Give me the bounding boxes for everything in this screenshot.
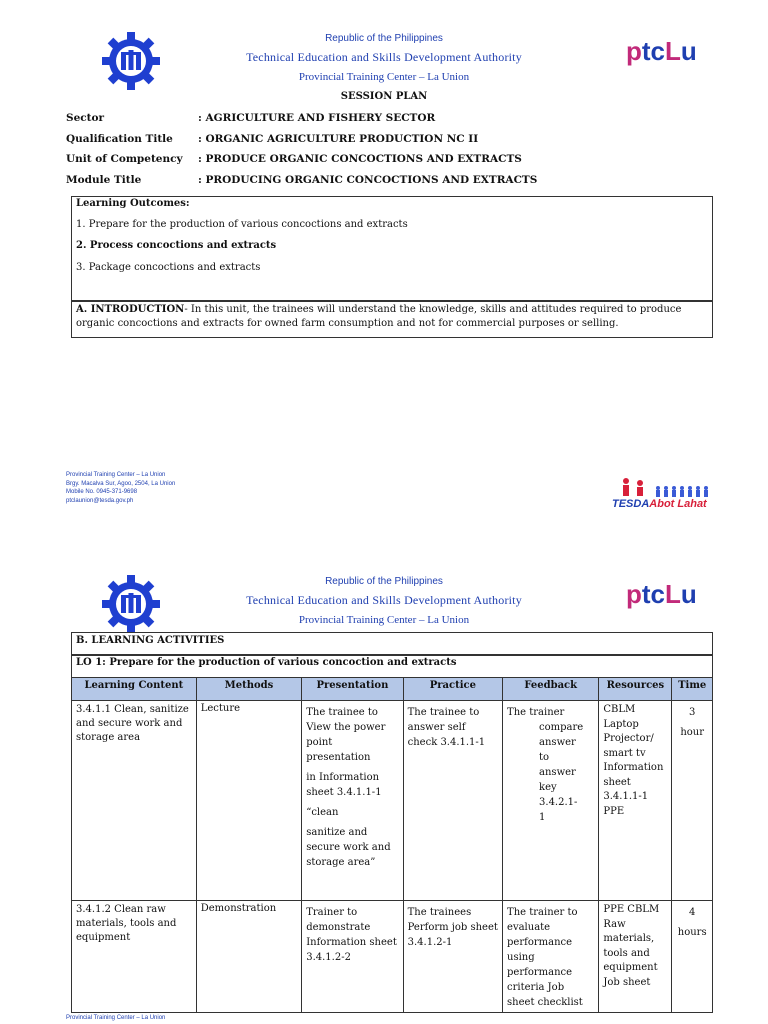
time-unit: hours — [677, 927, 707, 938]
intro-body: - In this unit, the trainees will understand the knowledge, skills and attitudes required to produce organic concoctions and extracts for owned farm consumption and not for commercial purposes or selling. — [76, 304, 682, 329]
cell-practice: The trainees Perform job sheet 3.4.1.2-1 — [403, 901, 502, 1013]
meta-row-unit — [66, 153, 522, 165]
session-plan-title: SESSION PLAN — [340, 91, 428, 102]
cell-presentation — [302, 701, 403, 901]
republic-text: Republic of the Philippines — [325, 576, 443, 587]
presentation-line: in Information sheet 3.4.1.1-1 — [306, 772, 382, 798]
meta-value: : AGRICULTURE AND FISHERY SECTOR — [198, 112, 436, 124]
center-name: Provincial Training Center – La Union — [298, 71, 470, 83]
col-methods: Methods — [196, 678, 301, 701]
lo-heading: LO 1: Prepare for the production of various concoction and extracts — [76, 657, 457, 668]
intro-label: A. INTRODUCTION — [76, 304, 185, 315]
cell-resources: PPE CBLM Raw materials, tools and equipment Job sheet — [599, 901, 672, 1013]
table-row — [72, 901, 713, 1013]
footer-line: Provincial Training Center – La Union — [66, 472, 166, 478]
footer-line: Mobile No. 0945-371-9698 — [66, 489, 138, 495]
center-name: Provincial Training Center – La Union — [298, 614, 470, 626]
outcomes-heading: Learning Outcomes: — [76, 198, 190, 209]
cell-presentation: Trainer to demonstrate Information sheet 3.4.1.2-2 — [302, 901, 403, 1013]
cell-practice: The trainee to answer self check 3.4.1.1-1 — [403, 701, 502, 901]
col-practice: Practice — [403, 678, 502, 701]
table-row — [72, 701, 713, 901]
col-feedback: Feedback — [503, 678, 599, 701]
meta-row-sector — [66, 112, 435, 124]
tesda-abot-lahat-logo — [610, 476, 710, 516]
col-resources: Resources — [599, 678, 672, 701]
cell-method: Lecture — [196, 701, 301, 901]
introduction-text — [76, 303, 706, 331]
cell-feedback: The trainer to evaluate performance using performance criteria Job sheet checklist — [503, 901, 599, 1013]
meta-label: Unit of Competency — [66, 153, 183, 165]
republic-text: Republic of the Philippines — [325, 33, 443, 44]
meta-row-module — [66, 174, 537, 186]
cell-resources: CBLM Laptop Projector/ smart tv Information sheet 3.4.1.1-1 PPE — [599, 701, 672, 901]
introduction-box — [71, 300, 713, 338]
cell-content: 3.4.1.2 Clean raw materials, tools and equipment — [72, 901, 197, 1013]
lo-heading-box — [71, 654, 713, 678]
presentation-line: sanitize and secure work and storage area” — [306, 827, 391, 868]
time-number: 4 — [689, 907, 696, 918]
meta-label: Module Title — [66, 174, 142, 186]
meta-value: : PRODUCE ORGANIC CONCOCTIONS AND EXTRACTS — [198, 153, 522, 165]
col-learning-content: Learning Content — [72, 678, 197, 701]
abot-lahat-text: Abot Lahat — [649, 498, 707, 510]
cell-time — [672, 701, 713, 901]
meta-label: Sector — [66, 112, 105, 124]
meta-value: : PRODUCING ORGANIC CONCOCTIONS AND EXTRACTS — [198, 174, 538, 186]
footer-line: ptclaunion@tesda.gov.ph — [66, 497, 134, 504]
feedback-rest: compare answer to answer key 3.4.2.1-1 — [539, 722, 584, 823]
presentation-line: The trainee to View the power point presentation — [306, 707, 386, 763]
people-icon — [610, 476, 710, 500]
agency-name: Technical Education and Skills Development Authority — [246, 593, 522, 607]
ptclu-logo: ptcLu — [626, 579, 697, 609]
meta-label: Qualification Title — [66, 133, 173, 145]
activities-heading: B. LEARNING ACTIVITIES — [76, 635, 225, 646]
cell-method: Demonstration — [196, 901, 301, 1013]
cell-content: 3.4.1.1 Clean, sanitize and secure work and storage area — [72, 701, 197, 901]
learning-activities-heading-box — [71, 632, 713, 656]
outcome-item: 3. Package concoctions and extracts — [76, 262, 261, 273]
cell-time — [672, 901, 713, 1013]
time-number: 3 — [689, 707, 696, 718]
tesda-text: TESDA — [612, 498, 650, 510]
footer-address: Provincial Training Center – La Union — [66, 1015, 166, 1021]
ptclu-logo: ptcLu — [626, 36, 697, 66]
outcome-item: 1. Prepare for the production of various concoctions and extracts — [76, 219, 408, 230]
learning-outcomes-box — [71, 196, 713, 302]
footer-line: Brgy. Macalva Sur, Agoo, 2504, La Union — [66, 480, 176, 487]
presentation-line: “clean — [306, 807, 339, 818]
cell-feedback — [503, 701, 599, 901]
outcome-item: 2. Process concoctions and extracts — [76, 240, 277, 251]
learning-activities-table — [71, 677, 713, 1013]
agency-name: Technical Education and Skills Development Authority — [246, 50, 522, 64]
col-time: Time — [672, 678, 713, 701]
meta-value: : ORGANIC AGRICULTURE PRODUCTION NC II — [198, 133, 479, 145]
meta-row-qualification — [66, 133, 478, 145]
feedback-lead: The trainer — [507, 707, 565, 718]
time-unit: hour — [680, 727, 705, 738]
col-presentation: Presentation — [302, 678, 403, 701]
table-header-row — [72, 678, 713, 701]
footer-address — [66, 471, 175, 505]
